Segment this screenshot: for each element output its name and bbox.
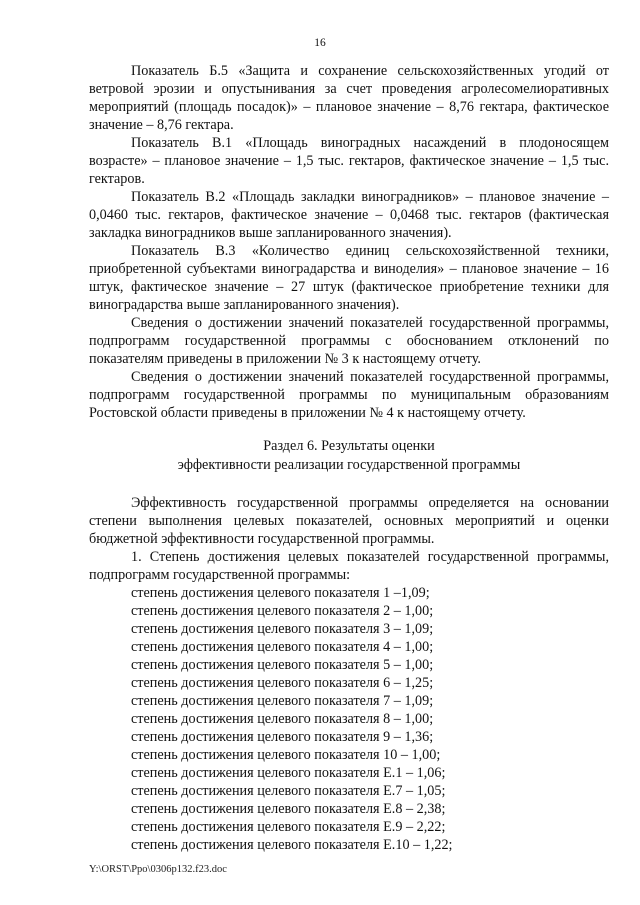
list-item: степень достижения целевого показателя 7 – 1,09; bbox=[131, 693, 434, 709]
paragraph-efficiency: Эффективность государственной программы определяется на основании степени выполнения целевых показателей, основных мероприятий и оценки бюджетной эффективности государственной программы. bbox=[89, 495, 609, 547]
list-item: степень достижения целевого показателя 2 – 1,00; bbox=[131, 603, 434, 619]
list-item: степень достижения целевого показателя Е.8 – 2,38; bbox=[131, 801, 446, 817]
list-item: степень достижения целевого показателя 6 – 1,25; bbox=[131, 675, 434, 691]
section-title-line2: эффективности реализации государственной программы bbox=[177, 457, 521, 473]
footer-file-path: Y:\ORST\Ppo\0306p132.f23.doc bbox=[89, 864, 227, 875]
list-item: степень достижения целевого показателя 8 – 1,00; bbox=[131, 711, 434, 727]
paragraph-v2: Показатель В.2 «Площадь закладки виноградников» – плановое значение – 0,0460 тыс. гектаров, фактическое значение – 0,0468 тыс. гектаров (фактическая закладка виноградников выше запланированного значения). bbox=[89, 189, 609, 241]
list-item: степень достижения целевого показателя 5 – 1,00; bbox=[131, 657, 434, 673]
list-item: степень достижения целевого показателя Е.10 – 1,22; bbox=[131, 837, 453, 853]
list-item: степень достижения целевого показателя Е.9 – 2,22; bbox=[131, 819, 446, 835]
section-title bbox=[89, 437, 609, 475]
paragraph-appendix-4: Сведения о достижении значений показателей государственной программы, подпрограмм государственной программы по муниципальным образованиям Ростовской области приведены в приложении № 4 к настоящему отчету. bbox=[89, 369, 609, 421]
indicator-list bbox=[89, 584, 609, 854]
paragraph-b5: Показатель Б.5 «Защита и сохранение сельскохозяйственных угодий от ветровой эрозии и опустынивания за счет проведения агролесомелиоративных мероприятий (площадь посадок)» – плановое значение – 8,76 гектара, фактическое значение – 8,76 гектара. bbox=[89, 63, 609, 133]
paragraph-v1: Показатель В.1 «Площадь виноградных насаждений в плодоносящем возрасте» – плановое значение – 1,5 тыс. гектаров, фактическое значение – 1,5 тыс. гектаров. bbox=[89, 135, 609, 187]
paragraph-degree-heading: 1. Степень достижения целевых показателей государственной программы, подпрограмм государственной программы: bbox=[89, 549, 609, 583]
list-item: степень достижения целевого показателя Е.1 – 1,06; bbox=[131, 765, 446, 781]
paragraph-v3: Показатель В.3 «Количество единиц сельскохозяйственной техники, приобретенной субъектами виноградарства и виноделия» – плановое значение – 16 штук, фактическое значение – 27 штук (фактическое приобретение техники для виноградарства выше запланированного значения). bbox=[89, 243, 609, 313]
list-item: степень достижения целевого показателя 3 – 1,09; bbox=[131, 621, 434, 637]
list-item: степень достижения целевого показателя 10 – 1,00; bbox=[131, 747, 441, 763]
paragraph-appendix-3: Сведения о достижении значений показателей государственной программы, подпрограмм государственной программы с обоснованием отклонений по показателям приведены в приложении № 3 к настоящему отчету. bbox=[89, 315, 609, 367]
list-item: степень достижения целевого показателя 4 – 1,00; bbox=[131, 639, 434, 655]
list-item: степень достижения целевого показателя 1 –1,09; bbox=[131, 585, 430, 601]
section-title-line1: Раздел 6. Результаты оценки bbox=[263, 438, 435, 454]
document-body bbox=[89, 62, 609, 854]
list-item: степень достижения целевого показателя 9 – 1,36; bbox=[131, 729, 434, 745]
page-number: 16 bbox=[314, 37, 326, 49]
spacer bbox=[89, 475, 609, 494]
list-item: степень достижения целевого показателя Е.7 – 1,05; bbox=[131, 783, 446, 799]
